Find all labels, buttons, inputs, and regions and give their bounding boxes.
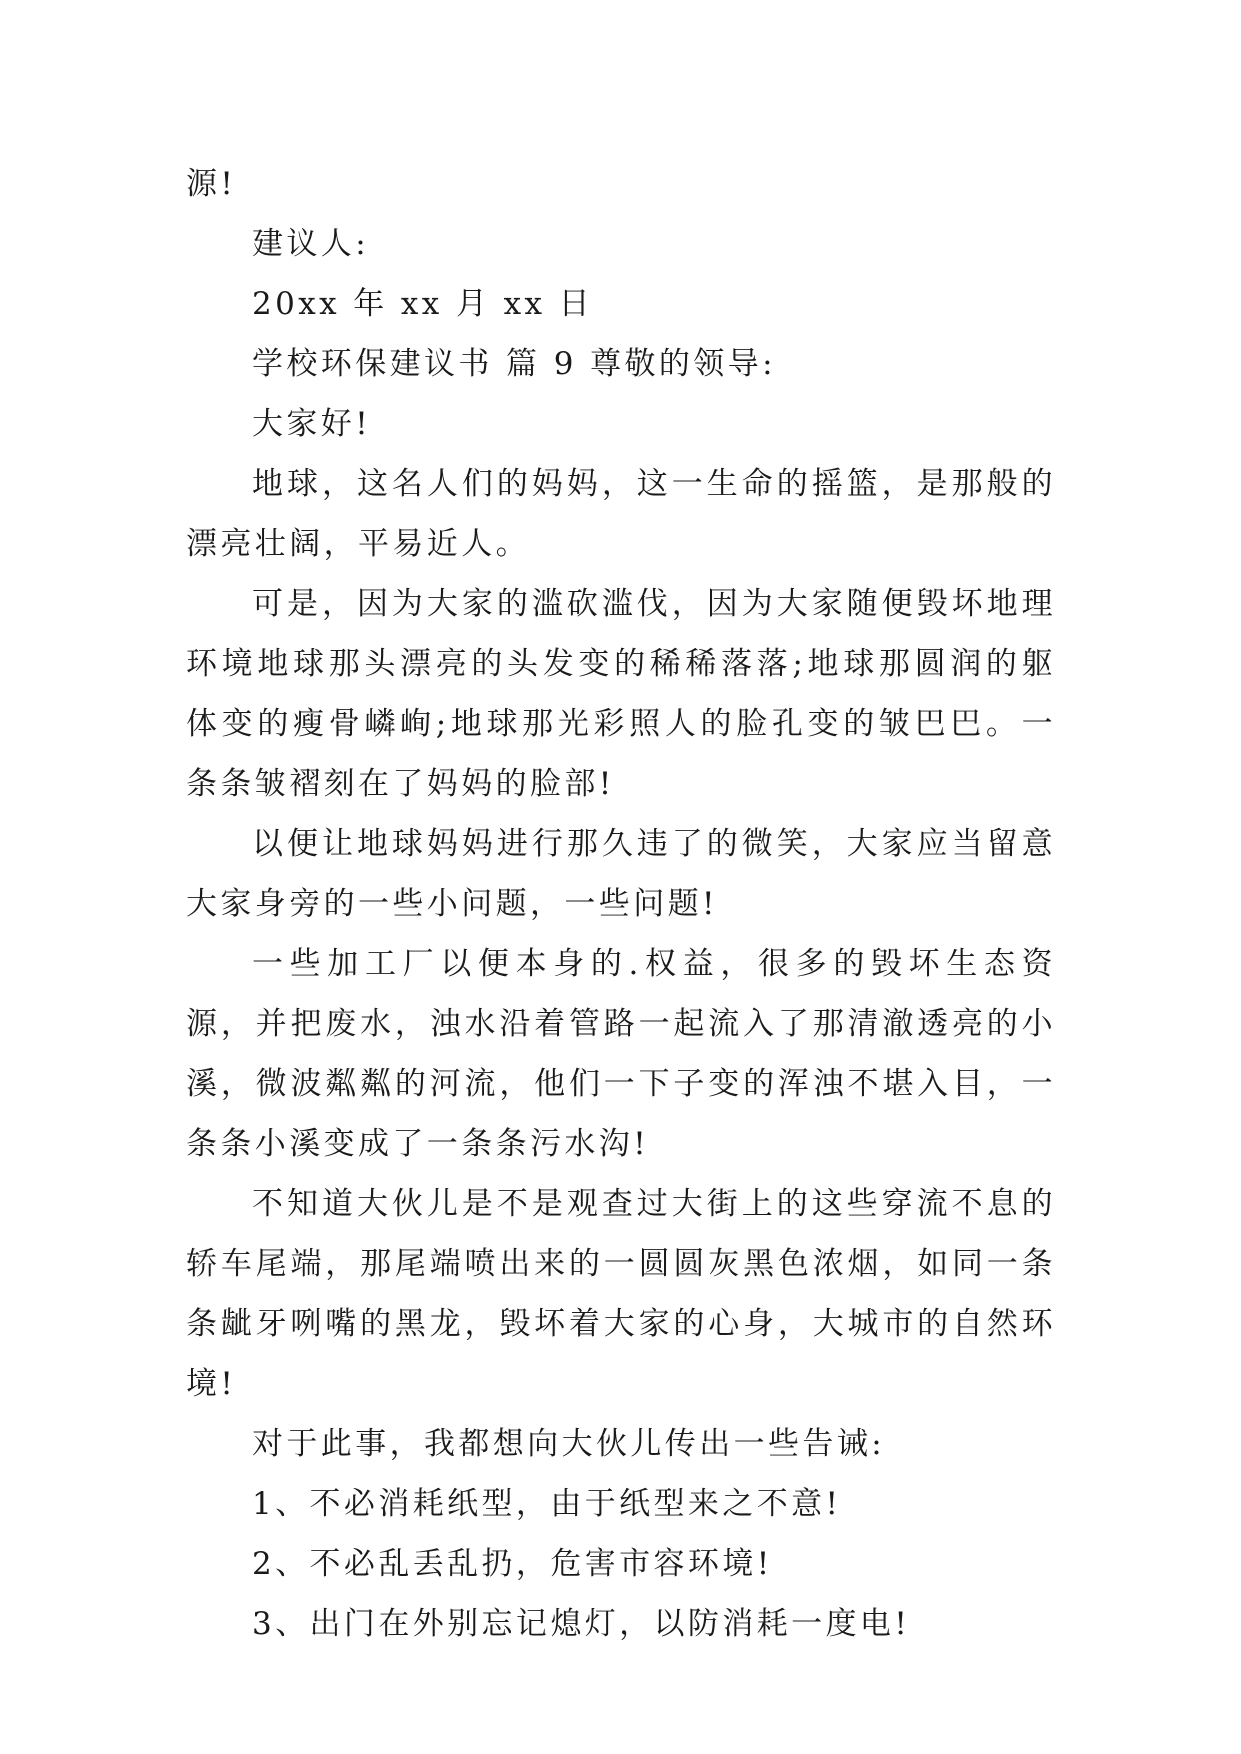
section-heading: 学校环保建议书 篇 9 尊敬的领导: — [252, 346, 776, 382]
signature-label: 建议人: — [252, 226, 370, 262]
paragraph: 可是，因为大家的滥砍滥伐，因为大家随便毁坏地理环境地球那头漂亮的头发变的稀稀落落;地球那圆润的躯体变的瘦骨嶙峋;地球那光彩照人的脸孔变的皱巴巴。一条条皱褶刻在了妈妈的脸部! — [186, 586, 1056, 802]
date-line: 20xx 年 xx 月 xx 日 — [252, 286, 594, 322]
greeting: 大家好! — [252, 406, 372, 442]
paragraph: 对于此事，我都想向大伙儿传出一些告诫: — [252, 1426, 886, 1462]
paragraph: 以便让地球妈妈进行那久违了的微笑，大家应当留意大家身旁的一些小问题，一些问题! — [186, 826, 1056, 922]
paragraph: 地球，这名人们的妈妈，这一生命的摇篮，是那般的漂亮壮阔，平易近人。 — [186, 466, 1056, 562]
list-item: 2、不必乱丢乱扔，危害市容环境! — [252, 1546, 773, 1582]
paragraph: 一些加工厂以便本身的.权益，很多的毁坏生态资源，并把废水，浊水沿着管路一起流入了那清澈透亮的小溪，微波粼粼的河流，他们一下子变的浑浊不堪入目，一条条小溪变成了一条条污水沟! — [186, 946, 1056, 1162]
list-item: 3、出门在外别忘记熄灯，以防消耗一度电! — [252, 1606, 911, 1642]
paragraph: 不知道大伙儿是不是观查过大街上的这些穿流不息的轿车尾端，那尾端喷出来的一圆圆灰黑色浓烟，如同一条条龇牙咧嘴的黑龙，毁坏着大家的心身，大城市的自然环境! — [186, 1186, 1056, 1402]
list-item: 1、不必消耗纸型，由于纸型来之不意! — [252, 1486, 842, 1522]
document-page — [186, 154, 1056, 1654]
paragraph-continuation: 源! — [186, 166, 237, 202]
